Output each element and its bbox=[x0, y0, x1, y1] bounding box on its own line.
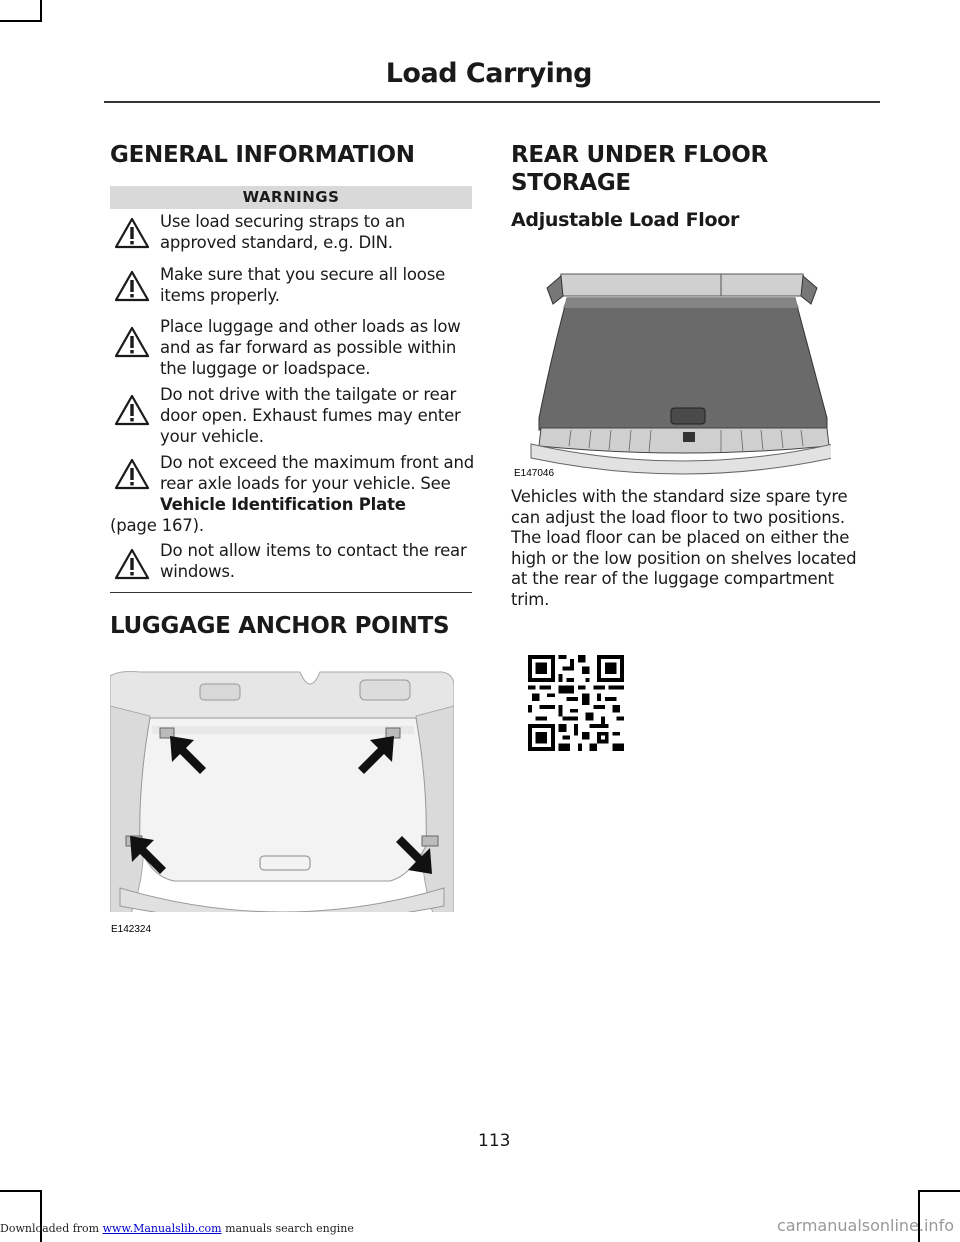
warning-item bbox=[110, 316, 474, 379]
arrow-anchor-front-right-icon bbox=[354, 736, 394, 776]
warning-text: Use load securing straps to an approved standard, e.g. DIN. bbox=[160, 212, 406, 252]
load-floor-illustration bbox=[511, 268, 831, 482]
arrow-anchor-front-left-icon bbox=[170, 736, 210, 776]
cross-reference-link[interactable]: Vehicle Identification Plate bbox=[160, 495, 406, 514]
warning-triangle-icon bbox=[114, 548, 150, 580]
warning-text-part: Do not exceed the maximum front and rear axle loads for your vehicle. See bbox=[160, 453, 474, 493]
warning-item bbox=[110, 540, 474, 582]
heading-line: REAR UNDER FLOOR bbox=[511, 142, 768, 168]
footer-prefix: Downloaded from bbox=[0, 1222, 100, 1235]
warnings-banner: WARNINGS bbox=[110, 186, 472, 209]
warning-text: Make sure that you secure all loose items properly. bbox=[160, 265, 446, 305]
warning-triangle-icon bbox=[114, 458, 150, 490]
warning-text: Do not allow items to contact the rear windows. bbox=[160, 541, 467, 581]
general-information-heading: GENERAL INFORMATION bbox=[110, 142, 415, 168]
site-watermark: carmanualsonline.info bbox=[776, 1216, 954, 1235]
header-divider bbox=[104, 101, 880, 103]
qr-code bbox=[527, 655, 625, 751]
crop-mark bbox=[40, 0, 42, 22]
load-floor-figure bbox=[511, 268, 831, 482]
footer-suffix: manuals search engine bbox=[225, 1222, 354, 1235]
footer-text bbox=[0, 1222, 354, 1235]
warning-text: Do not drive with the tailgate or rear door open. Exhaust fumes may enter your vehicle. bbox=[160, 385, 461, 446]
load-floor-description: Vehicles with the standard size spare tyre can adjust the load floor to two positions. The load floor can be placed on either the high or the low position on shelves located at the rear of the luggage compartment trim. bbox=[511, 487, 857, 609]
crop-mark bbox=[920, 1190, 960, 1192]
adjustable-load-floor-subheading: Adjustable Load Floor bbox=[511, 209, 740, 231]
page-reference: (page 167). bbox=[110, 516, 204, 535]
warning-triangle-icon bbox=[114, 326, 150, 358]
arrow-anchor-rear-right-icon bbox=[392, 834, 432, 874]
warning-text bbox=[110, 452, 474, 536]
figure-code: E142324 bbox=[111, 924, 152, 935]
qr-code-graphic bbox=[527, 655, 625, 751]
warnings-end-rule bbox=[110, 592, 472, 593]
page-title: Load Carrying bbox=[385, 58, 592, 89]
warning-triangle-icon bbox=[114, 217, 150, 249]
figure-code: E147046 bbox=[514, 468, 555, 479]
crop-mark bbox=[0, 1190, 40, 1192]
crop-mark bbox=[0, 20, 40, 22]
rear-under-floor-storage-heading bbox=[511, 141, 768, 197]
page-number: 113 bbox=[478, 1131, 511, 1151]
luggage-anchor-figure bbox=[110, 666, 454, 938]
warning-item bbox=[110, 384, 474, 447]
arrow-anchor-rear-left-icon bbox=[130, 836, 170, 876]
heading-line: STORAGE bbox=[511, 170, 631, 196]
warning-triangle-icon bbox=[114, 394, 150, 426]
warning-item bbox=[110, 211, 474, 253]
luggage-compartment-illustration bbox=[110, 666, 454, 938]
warning-item bbox=[110, 452, 474, 536]
warning-text: Place luggage and other loads as low and as far forward as possible within the luggage or loadspace. bbox=[160, 317, 461, 378]
warning-item bbox=[110, 264, 474, 306]
luggage-anchor-points-heading: LUGGAGE ANCHOR POINTS bbox=[110, 613, 450, 639]
warning-triangle-icon bbox=[114, 270, 150, 302]
manualslib-link[interactable]: www.Manualslib.com bbox=[102, 1222, 222, 1235]
